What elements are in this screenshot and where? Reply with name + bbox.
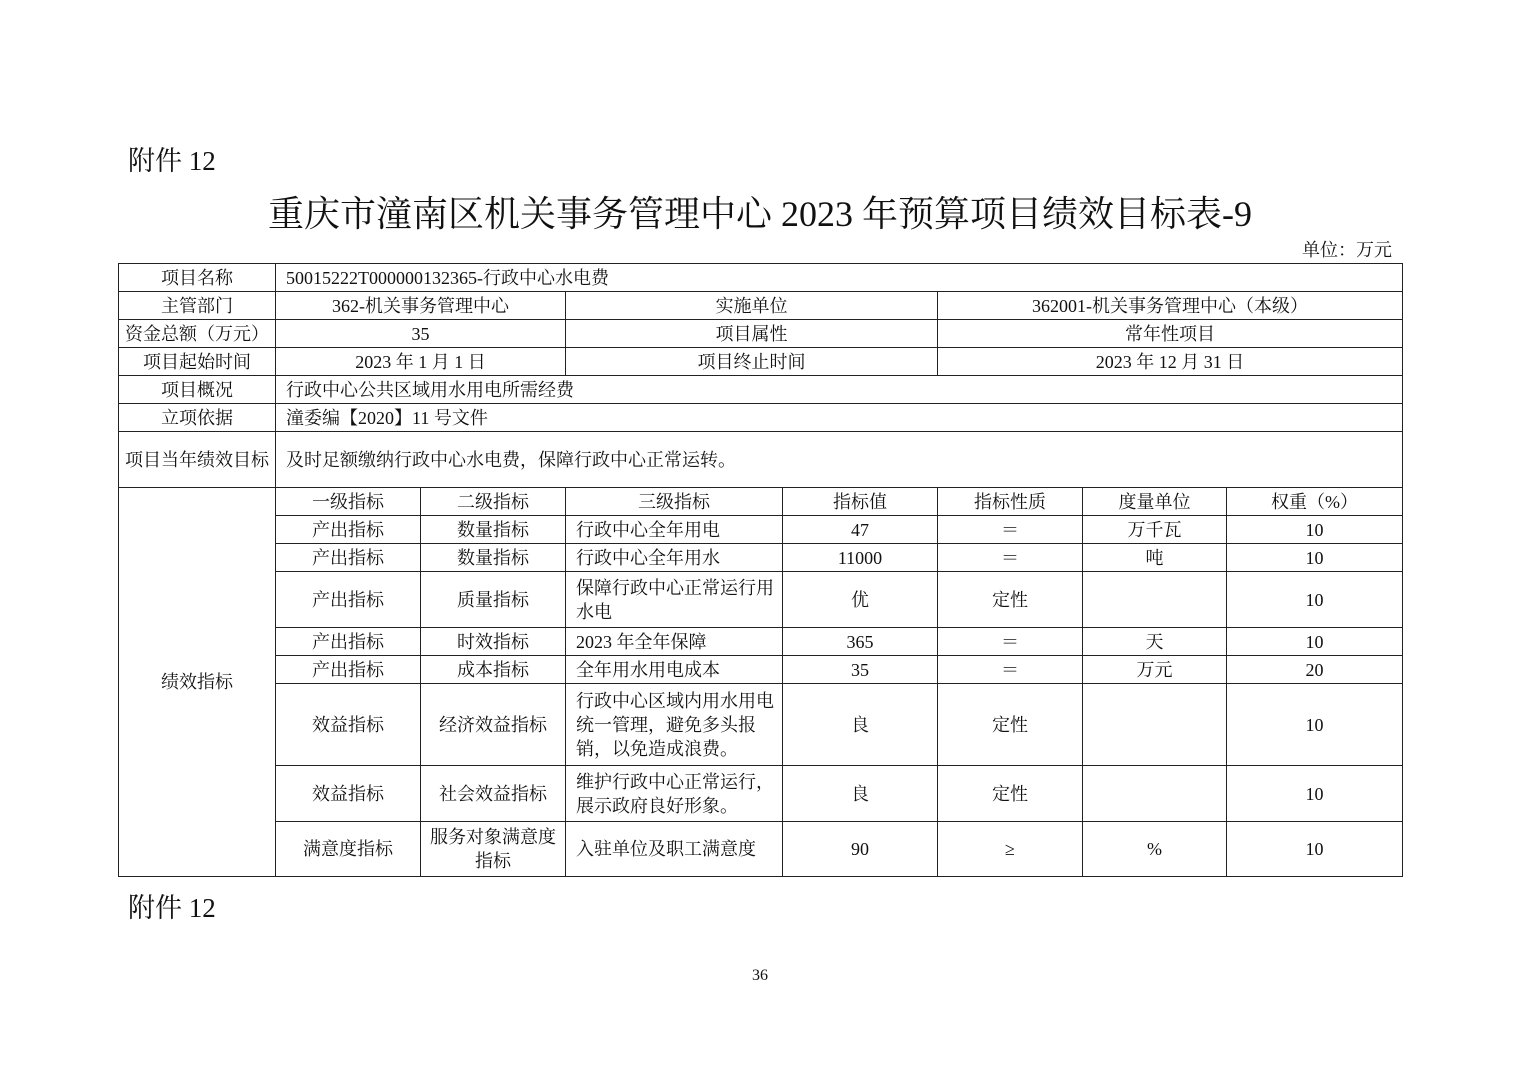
row-weight: 10 bbox=[1227, 684, 1403, 766]
row-weight: 10 bbox=[1227, 766, 1403, 822]
row-level2: 时效指标 bbox=[421, 628, 566, 656]
row-value: 11000 bbox=[783, 544, 938, 572]
row-level1: 产出指标 bbox=[276, 544, 421, 572]
row-level3: 2023 年全年保障 bbox=[566, 628, 783, 656]
end-label: 项目终止时间 bbox=[566, 348, 938, 376]
row-level2: 成本指标 bbox=[421, 656, 566, 684]
header-level2: 二级指标 bbox=[421, 488, 566, 516]
table-row bbox=[119, 684, 1403, 766]
row-level1: 产出指标 bbox=[276, 628, 421, 656]
row-nature: ＝ bbox=[938, 544, 1083, 572]
row-nature: 定性 bbox=[938, 766, 1083, 822]
row-nature: 定性 bbox=[938, 572, 1083, 628]
header-level3: 三级指标 bbox=[566, 488, 783, 516]
header-level1: 一级指标 bbox=[276, 488, 421, 516]
row-weight: 10 bbox=[1227, 544, 1403, 572]
overview-value: 行政中心公共区域用水用电所需经费 bbox=[276, 376, 1403, 404]
row-value: 90 bbox=[783, 822, 938, 877]
row-nature: ＝ bbox=[938, 656, 1083, 684]
row-unit bbox=[1083, 572, 1227, 628]
row-level1: 产出指标 bbox=[276, 656, 421, 684]
row-level3: 入驻单位及职工满意度 bbox=[566, 822, 783, 877]
row-level1: 产出指标 bbox=[276, 516, 421, 544]
funds-label: 资金总额（万元） bbox=[119, 320, 276, 348]
row-level1: 满意度指标 bbox=[276, 822, 421, 877]
row-level2: 服务对象满意度指标 bbox=[421, 822, 566, 877]
row-unit: 万千瓦 bbox=[1083, 516, 1227, 544]
table-row bbox=[119, 766, 1403, 822]
table-row bbox=[119, 572, 1403, 628]
row-weight: 10 bbox=[1227, 572, 1403, 628]
start-value: 2023 年 1 月 1 日 bbox=[276, 348, 566, 376]
row-level3: 保障行政中心正常运行用水电 bbox=[566, 572, 783, 628]
header-unit: 度量单位 bbox=[1083, 488, 1227, 516]
header-weight: 权重（%） bbox=[1227, 488, 1403, 516]
table-row bbox=[119, 822, 1403, 877]
attachment-label: 附件 12 bbox=[128, 146, 216, 176]
row-weight: 20 bbox=[1227, 656, 1403, 684]
row-level3: 全年用水用电成本 bbox=[566, 656, 783, 684]
row-level1: 产出指标 bbox=[276, 572, 421, 628]
header-nature: 指标性质 bbox=[938, 488, 1083, 516]
indicators-section-label: 绩效指标 bbox=[119, 488, 276, 877]
end-value: 2023 年 12 月 31 日 bbox=[938, 348, 1403, 376]
funds-value: 35 bbox=[276, 320, 566, 348]
row-nature: ＝ bbox=[938, 516, 1083, 544]
impl-value: 362001-机关事务管理中心（本级） bbox=[938, 292, 1403, 320]
row-level3: 维护行政中心正常运行，展示政府良好形象。 bbox=[566, 766, 783, 822]
row-value: 47 bbox=[783, 516, 938, 544]
row-unit: % bbox=[1083, 822, 1227, 877]
row-unit: 吨 bbox=[1083, 544, 1227, 572]
row-nature: 定性 bbox=[938, 684, 1083, 766]
row-level2: 经济效益指标 bbox=[421, 684, 566, 766]
row-unit: 天 bbox=[1083, 628, 1227, 656]
row-value: 35 bbox=[783, 656, 938, 684]
row-weight: 10 bbox=[1227, 516, 1403, 544]
row-value: 365 bbox=[783, 628, 938, 656]
goal-label: 项目当年绩效目标 bbox=[119, 432, 276, 488]
performance-target-table bbox=[118, 263, 1403, 877]
basis-label: 立项依据 bbox=[119, 404, 276, 432]
header-value: 指标值 bbox=[783, 488, 938, 516]
row-value: 良 bbox=[783, 684, 938, 766]
row-level1: 效益指标 bbox=[276, 766, 421, 822]
row-weight: 10 bbox=[1227, 822, 1403, 877]
row-unit bbox=[1083, 766, 1227, 822]
row-nature: ＝ bbox=[938, 628, 1083, 656]
table-row bbox=[119, 544, 1403, 572]
row-level3: 行政中心全年用电 bbox=[566, 516, 783, 544]
row-unit: 万元 bbox=[1083, 656, 1227, 684]
row-nature: ≥ bbox=[938, 822, 1083, 877]
impl-label: 实施单位 bbox=[566, 292, 938, 320]
attr-value: 常年性项目 bbox=[938, 320, 1403, 348]
document-title: 重庆市潼南区机关事务管理中心 2023 年预算项目绩效目标表-9 bbox=[268, 194, 1252, 234]
table-row bbox=[119, 656, 1403, 684]
row-level2: 质量指标 bbox=[421, 572, 566, 628]
attachment-label-repeat: 附件 12 bbox=[128, 893, 216, 923]
row-level1: 效益指标 bbox=[276, 684, 421, 766]
table-row bbox=[119, 628, 1403, 656]
attr-label: 项目属性 bbox=[566, 320, 938, 348]
project-name-label: 项目名称 bbox=[119, 264, 276, 292]
table-row bbox=[119, 516, 1403, 544]
start-label: 项目起始时间 bbox=[119, 348, 276, 376]
row-value: 良 bbox=[783, 766, 938, 822]
row-level3: 行政中心全年用水 bbox=[566, 544, 783, 572]
dept-label: 主管部门 bbox=[119, 292, 276, 320]
row-level3: 行政中心区域内用水用电统一管理，避免多头报销，以免造成浪费。 bbox=[566, 684, 783, 766]
overview-label: 项目概况 bbox=[119, 376, 276, 404]
row-unit bbox=[1083, 684, 1227, 766]
row-level2: 数量指标 bbox=[421, 516, 566, 544]
page-number: 36 bbox=[752, 967, 768, 984]
dept-value: 362-机关事务管理中心 bbox=[276, 292, 566, 320]
unit-label: 单位：万元 bbox=[1302, 240, 1392, 260]
goal-value: 及时足额缴纳行政中心水电费，保障行政中心正常运转。 bbox=[276, 432, 1403, 488]
row-level2: 数量指标 bbox=[421, 544, 566, 572]
row-level2: 社会效益指标 bbox=[421, 766, 566, 822]
basis-value: 潼委编【2020】11 号文件 bbox=[276, 404, 1403, 432]
row-weight: 10 bbox=[1227, 628, 1403, 656]
project-name-value: 50015222T000000132365-行政中心水电费 bbox=[276, 264, 1403, 292]
row-value: 优 bbox=[783, 572, 938, 628]
